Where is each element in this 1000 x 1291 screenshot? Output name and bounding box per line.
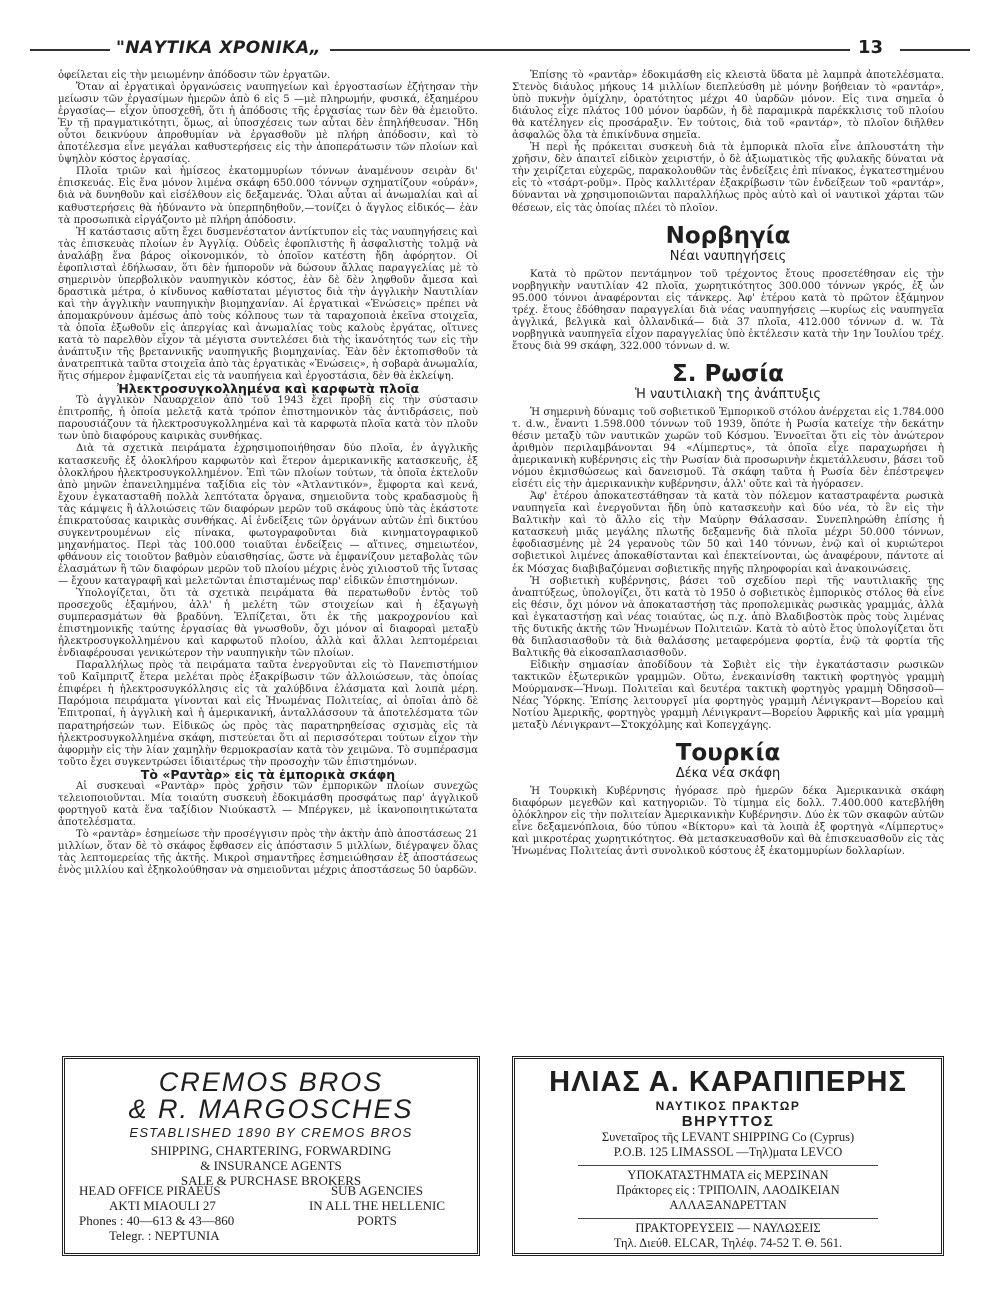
ad-services — [65, 1143, 477, 1188]
paragraph: Πλοῖα τριῶν καὶ ἡμίσεος ἑκατομμυρίων τόννων ἀναμένουν σειρὰν δι' ἐπισκευάς. Εἰς ἕνα μόνον λιμένα σκάφη 650.000 τόννων σχηματίζουν «οὐράν», διὰ νὰ δυνηθοῦν καὶ εἰσέλθουν εἰς δεξαμενάς. Ὅλαι αὗται αἱ ἀνωμαλίαι καὶ αἱ καθυστερήσεις θὰ ἠδύναντο νὰ ὑπερπηδηθοῦν,—τονίζει ὁ ἄγγλος εἰδικός— ἐὰν τὰ προσωπικὰ εἰργάζοντο μὲ πλήρη ἀπόδοσιν. — [58, 166, 478, 226]
paragraph: Τὸ ἀγγλικὸν Ναυαρχεῖον ἀπὸ τοῦ 1943 ἔχει προβῆ εἰς τὴν σύστασιν ἐπιτροπῆς, ἡ ὁποία μελετᾷ κατὰ τρόπον ἐπιστημονικὸν τὰς ἀντιδράσεις, ποὺ παρουσιάζουν τὰ ἠλεκτροσυγκολλημένα καὶ τὰ καρφωτὰ πλοῖα κατὰ τὸν πλοῦν των ὑπὸ διαφόρους καιρικὰς συνθήκας. — [58, 395, 478, 443]
ad-agents-line: Πράκτορες εἰς : ΤΡΙΠΟΛΙΝ, ΛΑΟΔΙΚΕΙΑΝ — [616, 1183, 840, 1197]
ad-agency-line: IN ALL THE HELLENIC — [308, 1198, 446, 1213]
ad-office-line: Telegr. : NEPTUNIA — [109, 1228, 220, 1243]
heading-russia: Σ. Ρωσία — [672, 360, 784, 387]
heading-turkey: Τουρκία — [675, 740, 781, 767]
advertisement-cremos-bros — [62, 1056, 480, 1256]
ad-services-line: ΠΡΑΚΤΟΡΕΥΣΕΙΣ — ΝΑΥΛΩΣΕΙΣ — [635, 1221, 821, 1235]
section-heading-welded-ships: Ἠλεκτροσυγκολλημένα καὶ καρφωτὰ πλοῖα — [116, 381, 420, 397]
paragraph: Ἡ σοβιετικὴ κυβέρνησις, βάσει τοῦ σχεδίου περὶ τῆς ναυτιλιακῆς της ἀναπτύξεως, ὑπολογίζει, ὅτι κατὰ τὸ 1950 ὁ σοβιετικὸς ἐμπορικὸς στόλος θὰ εἶνε εἰς θέσιν, ὄχι μόνον νὰ ἀποκαταστήσῃ τὰς προπολεμικὰς ρωσικὰς γραμμάς, ἀλλὰ καὶ ἐγκαταστήσῃ καὶ νέας τοιαύτας, ὡς π.χ. ἀπὸ Βλαδιβοστὸκ πρὸς τοὺς λιμένας τῆς δυτικῆς ἀκτῆς τῶν Ἡνωμένων Πολιτειῶν. Κατὰ τὸ αὐτὸ ἔτος ὑπολογίζεται ὅτι θὰ διπλασιασθοῦν τὰ διὰ θαλάσσης μεταφερόμενα φορτία, ἐνῷ τὰ φορτία τῆς Βαλτικῆς θὰ εἰκοσαπλασιασθοῦν. — [512, 575, 944, 659]
ad-agent-title: ΝΑΥΤΙΚΟΣ ΠΡΑΚΤΩΡ — [655, 1099, 801, 1113]
paragraph: Κατὰ τὸ πρῶτον πεντάμηνον τοῦ τρέχοντος ἔτους προσετέθησαν εἰς τὴν νορβηγικὴν ναυτιλίαν 42 πλοῖα, χωρητικότητος 300.000 τόννων γκρός, ἐξ ὧν 95.000 τόννοι ἀναφέρονται εἰς τάνκερς. Ἀφ' ἑτέρου κατὰ τὸ πρῶτον ἑξάμηνον τρέχ. ἔτους ἐδόθησαν παραγγελίαι διὰ νέας ναυπηγήσεις —κυρίως εἰς ναυπηγεῖα ἀγγλικά, βελγικὰ καὶ ὁλλανδικά— διὰ 37 πλοῖα, 412.000 τόννων d. w. Τὰ νορβηγικὰ ναυπηγεῖα εἶχον παραγγελίας ὑπὸ ἐκτέλεσιν κατὰ τὴν 1ην Ἰουλίου τρέχ. ἔτους διὰ 99 σκάφη, 322.000 τόννων d. w. — [512, 268, 944, 352]
ad-branches-line: ΥΠΟΚΑΤΑΣΤΗΜΑΤΑ εἰς ΜΕΡΣΙΝΑΝ — [627, 1168, 829, 1182]
ad-agent-city: ΒΗΡΥΤΤΟΣ — [681, 1113, 775, 1130]
ad-partner-line: Συνεταῖρος τῆς LEVANT SHIPPING Co (Cyprus) — [601, 1130, 855, 1144]
paragraph: Ἡ σημερινὴ δύναμις τοῦ σοβιετικοῦ Ἐμπορικοῦ στόλου ἀνέρχεται εἰς 1.784.000 τ. d.w., ἔναντι 1.598.000 τόννων τοῦ 1939, ὅπότε ἡ Ρωσία κατείχε τὴν δεκάτην θέσιν μεταξὺ τῶν ναυτικῶν χωρῶν τοῦ Κόσμου. Ἐννοεῖται ὅτι εἰς τὸν ἀνώτερον ἀριθμὸν περιλαμβάνονται 94 «Λίμπερτυς», τὰ ὁποῖα εἶχε παραχωρήσει ἡ ἀμερικανικὴ κυβέρνησις εἰς τὴν Ρωσίαν διὰ προσωρινὴν ἐκμετάλλευσιν, βάσει τοῦ νόμου ἐκμισθώσεως καὶ δανεισμοῦ. Τὰ σκάφη ταῦτα ἡ Ρωσία δὲν ἐπέστρεψεν εἰσέτι εἰς τὴν ἀμερικανικὴν κυβέρνησιν, ἀλλ' οὔτε καὶ τὰ ἠγόρασεν. — [512, 406, 944, 491]
left-column — [58, 70, 478, 877]
header-rule-left — [30, 49, 110, 51]
subheading-turkey: Δέκα νέα σκάφη — [675, 766, 781, 782]
ad-services-line: SALE & PURCHASE BROKERS — [180, 1173, 362, 1188]
paragraph: Ἐπίσης τὸ «ραντὰρ» ἐδοκιμάσθη εἰς κλειστὰ ὕδατα μὲ λαμπρὰ ἀποτελέσματα. Στενὸς διάυλος μήκους 14 μιλλίων διεπλεύσθη μὲ μόνην βοήθειαν τὸ «ραντάρ», ὑπὸ πυκνὴν ὁμίχλην, ὁρατότητος μέχρι 40 ὑαρδῶν μόνον. Εἰς τινα σημεῖα ὁ διάυλος εἶχε πλάτος 100 μόνον ὑαρδῶν, ἡ δὲ παραμικρὰ παρέκκλισις τοῦ πλοίου θὰ κατέληγεν εἰς προσάραξιν. Ἐν τούτοις, διὰ τοῦ «ραντάρ», τὸ πλοῖον διῆλθεν ἀσφαλῶς ὅλα τὰ ἐπικίνδυνα σημεῖα. — [512, 70, 944, 142]
ad-agency-line: SUB AGENCIES — [330, 1183, 424, 1198]
paragraph: Ἡ κατάστασις αὕτη ἔχει δυσμενέστατον ἀντίκτυπον εἰς τὰς ναυπηγήσεις καὶ τὰς ἐπισκευὰς πλοίων ἐν Ἀγγλίᾳ. Οὐδεὶς ἐφοπλιστὴς ἢ ἀσφαλιστὴς τολμᾷ νὰ ἀναλάβῃ ἕνα βάρος οἰκονομικόν, τὸ ὁποῖον κατέστη ἤδη ἀφόρητον. Οἱ ἐφοπλισταὶ ἐδήλωσαν, ὅτι δὲν ἠμποροῦν νὰ δώσουν ἄλλας παραγγελίας μὲ τὸ σημερινὸν ὑπερβολικὸν ναυπηγικὸν κόστος, ἐὰν δὲ δὲν ληφθοῦν ἄμεσα καὶ δραστικὰ μέτρα, ὁ κίνδυνος καθίσταται μέγιστος διὰ τὴν ἀγγλικὴν Ναυτιλίαν καὶ τὴν ἀγγλικὴν ναυπηγικὴν βιομηχανίαν. Αἱ ἐργατικαὶ «Ἑνώσεις» πρέπει νὰ ἀπομακρύνουν ἀμέσως ἀπὸ τοὺς κόλπους των τὰ ταραχοποιὰ ἐκεῖνα στοιχεῖα, τὰ ὁποῖα ἐξωθοῦν εἰς ἀπεργίας καὶ ἀνωμαλίας τοὺς καλοὺς ἐργάτας, οἵτινες κατὰ τὸ παρελθὸν εἶχον τὰ μέγιστα συντελέσει διὰ τὴς ἱκανότητός των εἰς τὴν ἀνάπτυξιν τῆς βρεταννικῆς ναυπηγικῆς βιομηχανίας. Ἐὰν δὲν ἐκτοπισθοῦν τὰ ἀνατρεπτικὰ ταῦτα στοιχεῖα ἀπὸ τὰς ἐργατικὰς «Ἑνώσεις», ἡ σοβαρὰ ἀνωμαλία, ἥτις σήμερον ἐμφανίζεται εἰς τὰ ναυπήγεια καὶ ἐργοστάσια, δὲν θὰ ἐκλείψη. — [58, 226, 478, 383]
paragraph: Τὸ «ραντὰρ» ἐσημείωσε τὴν προσέγγισιν πρὸς τὴν ἀκτὴν ἀπὸ ἀποστάσεως 21 μιλλίων, ὅταν δὲ τὸ σκάφος ἔφθασεν εἰς ἀπόστασιν 5 μιλλίων, διέγραψεν ὅλας τὰς λεπτομερείας τῆς ἀκτῆς. Μικροὶ σημαντῆρες ἐσημειώθησαν ἐξ ἀποστάσεως ἑνὸς μιλλίου καὶ ἐξηκολούθησαν νὰ σημειοῦνται μέχρις ἀποστάσεως 50 ὑαρδῶν. — [58, 828, 478, 877]
ad-divider — [578, 1218, 878, 1219]
ad-services-line: & INSURANCE AGENTS — [200, 1158, 342, 1173]
ad-office-line: AKTI MIAOULI 27 — [109, 1198, 216, 1213]
ad-company-name: CREMOS BROS — [158, 1067, 384, 1097]
paragraph: Ἀφ' ἑτέρου ἀποκατεστάθησαν τὰ κατὰ τὸν πόλεμον καταστραφέντα ρωσικὰ ναυπηγεῖα καὶ ἐνεργοῦνται ἤδη ὑπὸ κατασκευὴν καὶ δύο νέα, τὸ ἓν εἰς τὴν Βαλτικὴν καὶ τὸ ἄλλο εἰς τὴν Μαύρην Θάλασσαν. Συνεπληρώθη ἐπίσης ἡ κατασκευὴ μιᾶς μεγάλης πλωτῆς δεξαμενῆς διὰ πλοῖα μέχρι 50.000 τόννων, ἐφοδιασμένης μὲ 24 γερανοὺς τῶν 50 καὶ 140 τόννων, ἐνῷ καὶ οἱ κυριώτεροι σοβιετικοὶ λιμένες ἀποκαθίστανται καὶ ἐπεκτείνονται, ὡς ἀναφέρουν, πάντοτε αἱ ἐκ Μόσχας διαβιβαζόμεναι σοβιετικῆς πηγῆς πληροφορίαι καὶ ἀνακοινώσεις. — [512, 491, 944, 575]
right-column — [512, 70, 944, 858]
subheading-norway: Νέαι ναυπηγήσεις — [669, 248, 787, 264]
ad-agency-line: PORTS — [357, 1213, 397, 1228]
ad-office-line: Phones : 40—613 & 43—860 — [79, 1213, 235, 1228]
ad-head-office — [79, 1183, 279, 1243]
ad-contact-line: Τηλ. Διεύθ. ELCAR, Τηλέφ. 74-52 Τ. Θ. 561. — [613, 1236, 843, 1250]
paragraph: ὀφείλεται εἰς τὴν μειωμένην ἀπόδοσιν τῶν ἐργατῶν. — [58, 70, 331, 81]
paragraph: Ὅταν αἱ ἐργατικαὶ ὀργανώσεις ναυπηγείων καὶ ἐργοστασίων ἐζήτησαν τὴν μείωσιν τῶν ἐργασίμων ἡμερῶν ἀπὸ 6 εἰς 5 —μὲ πληρωμήν, φυσικά, ἑξαημέρου ἐργασίας— εἶχον ὑποσχεθῆ, ὅτι ἡ ἀπόδοσις τῆς ἐργασίας των δὲν θὰ ἐμειοῦτο. Ἐν τῇ πραγματικότητι, ὅμως, αἱ ὑποσχέσεις των αὗται δὲν ἐπηλήθευσαν. Ἤδη οὗτοι δεικνύουν ἀπροθυμίαν νὰ ἐργασθοῦν μὲ πλήρη ἀπόδοσιν, καὶ τὸ ἀποτέλεσμα εἶνε μεγάλαι καθυστερήσεις εἰς τὴν ἀποπεράτωσιν τῶν πλοίων καὶ ὑψηλὸν κόστος ἐργασίας. — [58, 82, 478, 166]
paragraph: Ἡ περὶ ἧς πρόκειται συσκευὴ διὰ τὰ ἐμπορικὰ πλοῖα εἶνε ἁπλουστάτη τὴν χρῆσιν, δὲν ἀπαιτεῖ εἰδικὸν χειριστήν, ὁ δὲ ἀξιωματικὸς τῆς φυλακῆς δύναται νὰ τὴν χειρίζεται εὐχερῶς, παρακολουθῶν τὰς ἐνδείξεις ἐπὶ πίνακος, ἐγκατεστημένου εἰς τὸ «τσάρτ-ροῦμ». Πρὸς καλλιτέραν ἐξακρίβωσιν τῶν ἐνδείξεων τοῦ «ραντάρ», δύνανται νὰ χρησιμοποιῶνται παραλλήλως πρὸς αὐτὸ καὶ οἱ ναυτικοὶ χάρται τῶν θέσεων, εἰς τὰς ὁποίας πλέει τὸ πλοῖον. — [512, 142, 944, 214]
ad-divider — [578, 1165, 878, 1166]
paragraph: Εἰδικὴν σημασίαν ἀποδίδουν τὰ Σοβιὲτ εἰς τὴν ἐγκατάστασιν ρωσικῶν τακτικῶν ἐξωτερικῶν γραμμῶν. Οὕτω, ἐνεκαινίσθη τακτικὴ φορτηγὸς γραμμὴ Μούρμανσκ—Ἡνωμ. Πολιτεῖαι καὶ δευτέρα τακτικὴ φορτηγὸς γραμμὴ Ὀδησσοῦ—Νέας Ὑόρκης. Ἐπίσης λειτουργεῖ μία φορτηγὸς γραμμὴ Λένιγκραντ—Βορείου καὶ Νοτίου Ἀμερικῆς, φορτηγὸς γραμμὴ Λένιγκραντ—Βορείου Ἀφρικῆς καὶ μία γραμμὴ μεταξὺ Λένιγκραντ—Στοκχόλμης καὶ Κοπεγχάγης. — [512, 659, 944, 732]
ad-agents-line-2: ΑΛΛΑΞΑΝΔΡΕΤΤΑΝ — [669, 1198, 787, 1212]
masthead: "ΝΑΥΤΙΚΑ ΧΡΟΝΙΚΑ„ — [116, 38, 322, 58]
ad-sub-agencies — [287, 1183, 467, 1228]
heading-norway: Νορβηγία — [665, 222, 791, 249]
section-heading-radar: Τὸ «Ραντὰρ» εἰς τὰ ἐμπορικὰ σκάφη — [140, 766, 396, 782]
header-rule-middle — [330, 49, 850, 51]
page-header — [30, 38, 970, 62]
paragraph: Ἡ Τουρκικὴ Κυβέρνησις ἠγόρασε πρὸ ἡμερῶν δέκα Ἀμερικανικὰ σκάφη διαφόρων μεγεθῶν καὶ κατηγοριῶν. Τὸ τίμημα εἰς δολλ. 7.400.000 κατεβλήθη ὁλόκληρον εἰς τὴν πολιτείαν Ἀμερικανικὴν Κυβέρνησιν. Δύο ἐκ τῶν σκαφῶν αὐτῶν εἶνε δεξαμενόπλοια, δύο τύπου «Βίκτορυ» καὶ τὰ λοιπὰ ἐξ φορτηγὰ «Λίμπερτυς» καὶ μικροτέρας χωρητικότητος. Θὰ μετασκευασθοῦν καὶ θὰ ἐπισκευασθοῦν εἰς τὰς Ἡνωμένας Πολιτείας ἀντὶ συνολικοῦ κόστους ἐξ ἑκατομμυρίων δολλαρίων. — [512, 786, 944, 858]
ad-company-name-2: & R. MARGOSCHES — [128, 1094, 414, 1124]
advertisement-karapiperis — [512, 1056, 944, 1256]
ad-established: ESTABLISHED 1890 BY CREMOS BROS — [129, 1125, 413, 1140]
ad-pob-line: P.O.B. 125 LIMASSOL —Τηλ)ματα LEVCO — [613, 1145, 843, 1159]
ad-agent-name: ΗΛΙΑΣ Α. ΚΑΡΑΠΙΠΕΡΗΣ — [549, 1066, 907, 1098]
paragraph: Διὰ τὰ σχετικὰ πειράματα ἐχρησιμοποιήθησαν δύο πλοῖα, ἐν ἀγγλικῆς κατασκευῆς ἐξ ὁλοκλήρου καρφωτὸν καὶ ἕτερον ἀμερικανικῆς κατασκευῆς, ἐξ ὁλοκλήρου ἠλεκτροσυγκολλημένον. Ἐπὶ τῶν πλοίων τούτων, τὰ ὁποῖα ἐκτελοῦν ἀπὸ μηνῶν ἐπανειλημμένα ταξίδια εἰς τὸν «Ἀτλαντικόν», ἔμφορτα καὶ κενά, ἔχουν ἐγκατασταθῆ πολλὰ λεπτότατα ὄργανα, σημειοῦντα τοὺς κραδασμοὺς ἢ τὰς κάμψεις ἢ ἀλλοιώσεις τῶν διαφόρων μερῶν τοῦ σκάφους ὑπὸ τὰς ἑκάστοτε ἐπικρατούσας καιρικὰς συνθήκας. Αἱ ἐνδείξεις τῶν ὀργάνων αὐτῶν ἐπὶ δικτύου συγκεντρουμένων εἰς πίνακα, φωτογραφοῦνται διὰ κινηματογραφικοῦ μηχανήματος. Περὶ τὰς 100.000 τοιαῦται ἐνδείξεις — αἵτινες, σημειωτέον, φθάνουν εἰς τοιοῦτον βαθμὸν εὐαισθησίας, ὥστε νὰ ἐμφανίζουν μεταβολὰς τῶν ἐλασμάτων ἢ τῶν διαφόρων μερῶν τοῦ πλοίου μέχρις ἑνὸς χιλιοστοῦ τῆς ἴντσας— ἔχουν καταγραφῆ καὶ μελετῶνται ἐπισταμένως παρ' εἰδικῶν ἐπιστημόνων. — [58, 443, 478, 587]
subheading-russia: Ἡ ναυτιλιακὴ της ἀνάπτυξις — [635, 386, 821, 402]
ad-services-line: SHIPPING, CHARTERING, FORWARDING — [150, 1143, 392, 1158]
paragraph: Αἱ συσκευαὶ «Ραντὰρ» πρὸς χρῆσιν τῶν ἐμπορικῶν πλοίων συνεχῶς τελειοποιοῦνται. Μία τοιαύτη συσκευὴ ἐδοκιμάσθη προσφάτως παρ' ἀγγλικοῦ φορτηγοῦ κατὰ ἕνα ταξίδιον Νιούκαστλ — Μπέργκεν, μὲ ἱκανοποιητικώτατα ἀποτελέσματα. — [58, 780, 478, 828]
paragraph: Ὑπολογίζεται, ὅτι τὰ σχετικὰ πειράματα θὰ περατωθοῦν ἐντὸς τοῦ προσεχοῦς ἑξαμήνου, ἀλλ' ἡ μελέτη τῶν στοιχείων καὶ ἡ ἐξαγωγὴ συμπερασμάτων θὰ βραδύνη. Ἐλπίζεται, ὅτι ἐκ τῆς μακροχρονίου καὶ ἐπιστημονικῆς ταύτης ἐργασίας θὰ γνωσθοῦν, ὄχι μόνον αἱ διαφοραὶ μεταξὺ ἠλεκτροσυγκολλημένου καὶ καρφωτοῦ πλοίου, ἀλλὰ καὶ ἄλλαι λεπτομέρειαι ἐνδιαφέρουσαι γενικώτερον τὴν ναυπηγικὴν τῶν πλοίων. — [58, 588, 478, 660]
paragraph: Παραλλήλως πρὸς τὰ πειράματα ταῦτα ἐνεργοῦνται εἰς τὸ Πανεπιστήμιον τοῦ Καῖμπριτζ ἕτερα μελέται πρὸς ἐξακρίβωσιν τῶν ἀλλοιώσεων, τὰς ὁποίας ἐπιφέρει ἡ ἠλεκτροσυγκόλλησις εἰς τὰ χαλύβδινα ἐλάσματα καὶ λοιπὰ μέρη. Παρόμοια πειράματα γίνονται καὶ εἰς Ἡνωμένας Πολιτείας, αἱ ὁποῖαι ἀπὸ δὲ Ἐπιτροπαί, ἡ ἀγγλικὴ καὶ ἡ ἀμερικανική, ἀνταλλάσσουν τὰ ἀποτελέσματα τῶν παρατηρήσεών των. Εἰδικῶς ὡς πρὸς τὰς παρατηρηθείσας σχισμὰς εἰς τὰ ἠλεκτροσυγκολλημένα σκάφη, πιστεύεται ὅτι αἱ περισσότεραι τούτων εἶχον τὴν ἀφορμὴν εἰς τὴν λίαν χαμηλὴν θερμοκρασίαν κατὰ τὸν χειμῶνα. Τὸ συμπέρασμα τοῦτο ἔχει συγκεντρώσει ἰδιαιτέρως τὴν προσοχὴν τῶν ἐπιστημόνων. — [58, 660, 478, 768]
ad-office-line: HEAD OFFICE PIRAEUS — [79, 1183, 221, 1198]
page-number: 13 — [858, 37, 884, 58]
header-rule-right — [900, 49, 970, 51]
